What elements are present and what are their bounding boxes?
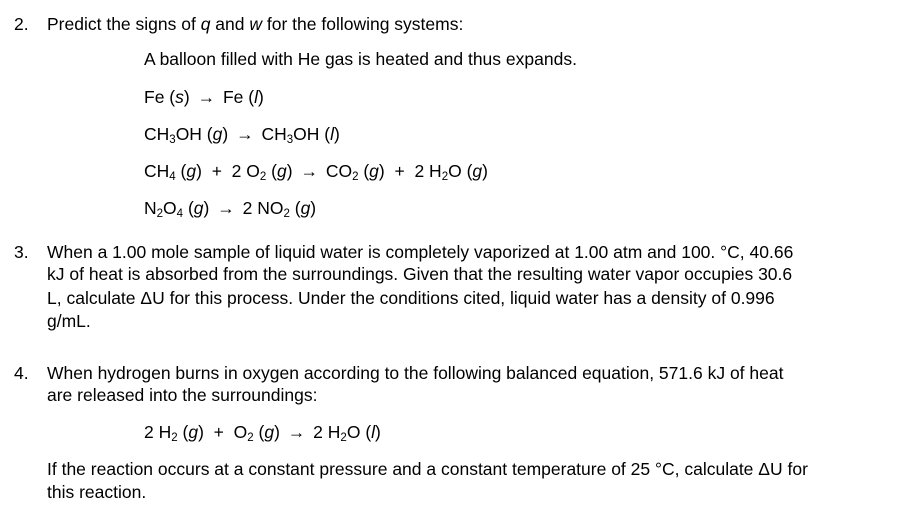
equation-hydrogen-combustion: 2 $H_2$ $(g) + O_2$ (g) → 2 $H_2O$ (l) xyxy=(144,422,381,444)
question-2-prompt: Predict the signs of q and w for the following systems: xyxy=(47,14,464,34)
system-balloon: A balloon filled with He gas is heated and thus expands. xyxy=(144,49,577,69)
question-2-number: 2. xyxy=(14,14,29,34)
equation-methane-combustion: $CH_4$ (g) + 2 $O_2$ $(g) \to CO_2$ (g) + 2 $H_2O$ (g) xyxy=(144,161,488,183)
question-3-number: 3. xyxy=(14,242,29,262)
reaction-arrow-icon: → xyxy=(300,161,318,181)
reaction-arrow-icon: → xyxy=(197,87,216,107)
question-3-line-2: kJ of heat is absorbed from the surroundings. Given that the resulting water vapor occupies 30.6 xyxy=(47,264,793,284)
reaction-arrow-icon: → xyxy=(217,198,235,218)
equation-methanol: $CH_3OH$ $(g) \to CH_3OH$ (l) xyxy=(144,124,340,146)
question-4-line-2: are released into the surroundings: xyxy=(47,385,318,405)
reaction-arrow-icon: → xyxy=(236,124,254,144)
reaction-arrow-icon: → xyxy=(287,422,306,442)
question-3-line-4: g/mL. xyxy=(47,311,91,331)
question-4-number: 4. xyxy=(14,363,29,383)
equation-dinitrogen-tetroxide: $N_2O_4$ (g) → 2 $NO_2$ (g) xyxy=(144,198,317,220)
question-4-line-1: When hydrogen burns in oxygen according to the following balanced equation, 571.6 kJ of heat xyxy=(47,363,784,383)
question-3-line-3: L, calculate ΔU for this process. Under the conditions cited, liquid water has a density of 0.996 xyxy=(47,288,775,308)
equation-iron-melting: Fe (s) → Fe (l) xyxy=(144,87,264,107)
question-4-line-4: this reaction. xyxy=(47,482,147,502)
question-4-line-3: If the reaction occurs at a constant pressure and a constant temperature of 25 °C, calculate ΔU for xyxy=(47,459,808,479)
question-3-line-1: When a 1.00 mole sample of liquid water is completely vaporized at 1.00 atm and 100. °C, 40.66 xyxy=(47,242,794,262)
